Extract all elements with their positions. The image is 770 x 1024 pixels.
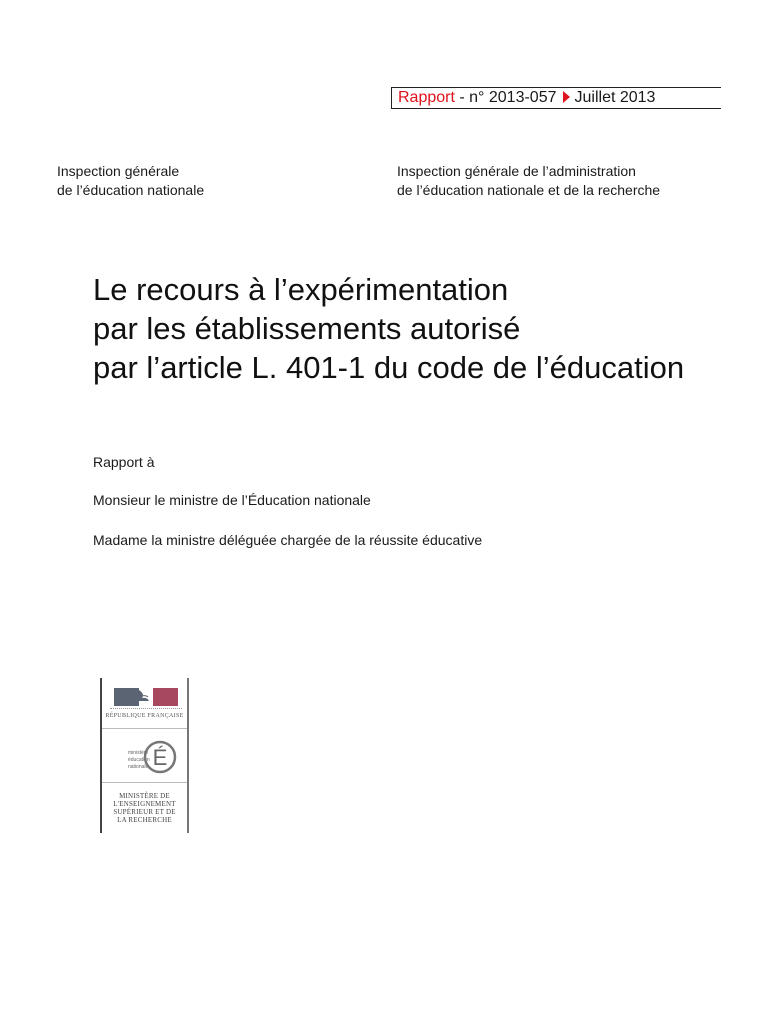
- svg-text:É: É: [152, 745, 168, 770]
- republique-francaise-text: RÉPUBLIQUE FRANÇAISE: [105, 713, 184, 719]
- institution-igen: [57, 162, 204, 200]
- title-line: par l’article L. 401-1 du code de l’éducation: [93, 350, 685, 385]
- arrow-right-icon: [563, 91, 570, 103]
- title-line: par les établissements autorisé: [93, 311, 521, 346]
- institution-line: Inspection générale de l’administration: [397, 163, 636, 179]
- men-line: éducation: [128, 757, 150, 763]
- mesr-line: L'ENSEIGNEMENT: [113, 800, 176, 808]
- institution-line: de l’éducation nationale: [57, 182, 205, 198]
- report-header: [391, 87, 721, 109]
- addressee-delegate-minister: Madame la ministre déléguée chargée de la réussite éducative: [93, 532, 483, 548]
- mesr-line: SUPÉRIEUR ET DE: [113, 808, 176, 816]
- mesr-text: [102, 792, 187, 824]
- marianne-logo: [114, 688, 178, 706]
- divider: [102, 782, 187, 783]
- institution-igaenr: [397, 162, 660, 200]
- report-number: - n° 2013-057: [454, 89, 557, 106]
- mesr-line: LA RECHERCHE: [117, 816, 172, 824]
- men-line: nationale: [128, 764, 149, 770]
- ministry-logos: [100, 678, 189, 833]
- education-e-logo-icon: [142, 738, 178, 774]
- mesr-line: MINISTÈRE DE: [119, 792, 170, 800]
- flag-blue: [114, 688, 139, 706]
- motto-line: [110, 708, 182, 710]
- report-label: Rapport: [398, 89, 455, 106]
- men-line: ministère: [128, 750, 149, 756]
- addressee-minister: Monsieur le ministre de l’Éducation nationale: [93, 492, 371, 508]
- report-title: [93, 270, 684, 387]
- marianne-icon: [139, 688, 153, 706]
- report-date: Juillet 2013: [574, 89, 656, 106]
- title-line: Le recours à l’expérimentation: [93, 272, 509, 307]
- institution-line: de l’éducation nationale et de la recherche: [397, 182, 661, 198]
- institution-line: Inspection générale: [57, 163, 180, 179]
- flag-red: [153, 688, 178, 706]
- divider: [102, 728, 187, 729]
- addressee-intro: Rapport à: [93, 454, 155, 470]
